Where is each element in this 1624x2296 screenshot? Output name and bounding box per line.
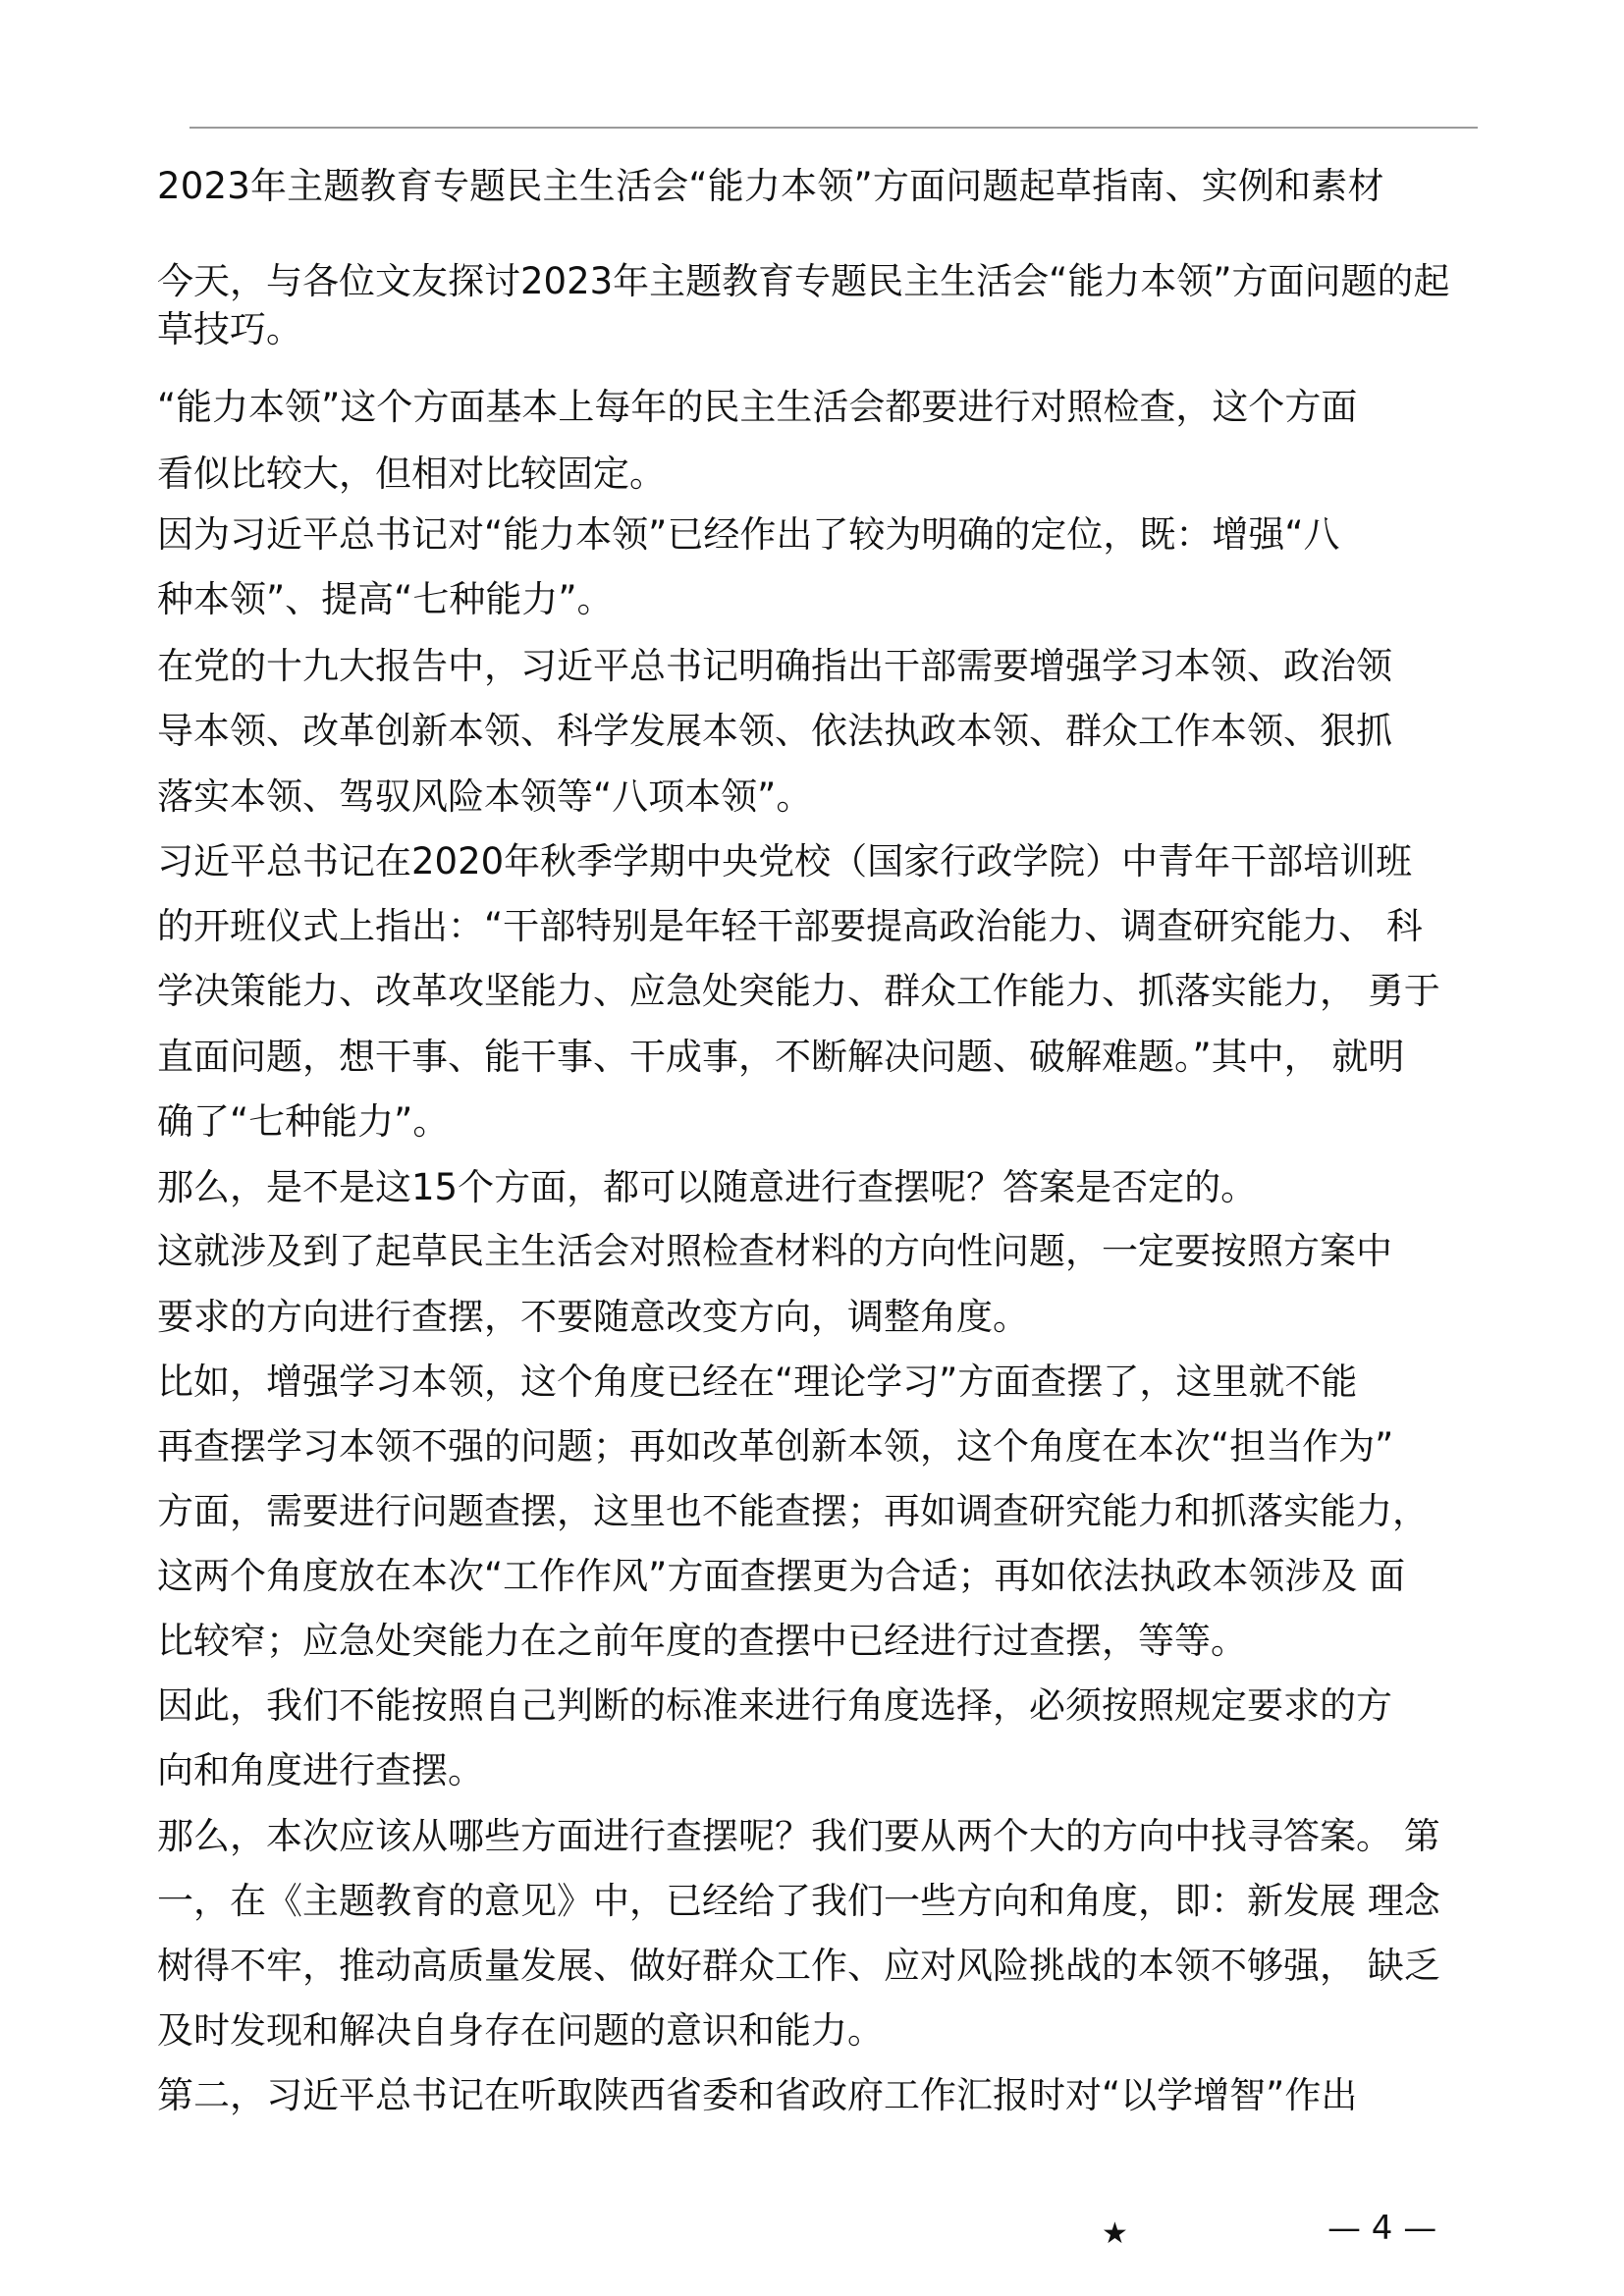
body-line: 方面，需要进行问题查摆，这里也不能查摆；再如调查研究能力和抓落实能力， (157, 1490, 1429, 1532)
body-line: 比较窄；应急处突能力在之前年度的查摆中已经进行过查摆，等等。 (157, 1620, 1247, 1662)
document-title: 2023年主题教育专题民主生活会“能力本领”方面问题起草指南、实例和素材 (157, 165, 1384, 207)
star-icon: ★ (1102, 2216, 1128, 2251)
body-line: 再查摆学习本领不强的问题；再如改革创新本领，这个角度在本次“担当作为” (157, 1425, 1394, 1468)
page-number: — 4 — (1327, 2209, 1437, 2248)
body-line: 在党的十九大报告中，习近平总书记明确指出干部需要增强学习本领、政治领 (157, 645, 1392, 687)
body-line: 今天，与各位文友探讨2023年主题教育专题民主生活会“能力本领”方面问题的起 (157, 260, 1450, 302)
body-line: 习近平总书记在2020年秋季学期中央党校（国家行政学院）中青年干部培训班 (157, 840, 1413, 882)
body-line: 直面问题，想干事、能干事、干成事，不断解决问题、破解难题。”其中， 就明 (157, 1036, 1405, 1078)
body-line: 确了“七种能力”。 (157, 1100, 450, 1143)
body-line: 树得不牢，推动高质量发展、做好群众工作、应对风险挑战的本领不够强， 缺乏 (157, 1945, 1440, 1987)
body-line: 要求的方向进行查摆，不要随意改变方向，调整角度。 (157, 1296, 1029, 1338)
body-line: 因为习近平总书记对“能力本领”已经作出了较为明确的定位，既：增强“八 (157, 513, 1340, 556)
body-line: 草技巧。 (157, 308, 302, 350)
body-line: 落实本领、驾驭风险本领等“八项本领”。 (157, 775, 813, 818)
body-line: 第二，习近平总书记在听取陕西省委和省政府工作汇报时对“以学增智”作出 (157, 2074, 1358, 2116)
body-line: “能力本领”这个方面基本上每年的民主生活会都要进行对照检查，这个方面 (157, 386, 1358, 428)
body-line: 那么，是不是这15个方面，都可以随意进行查摆呢？答案是否定的。 (157, 1166, 1258, 1208)
body-line: 向和角度进行查摆。 (157, 1749, 484, 1791)
header-rule (189, 127, 1478, 129)
body-line: 及时发现和解决自身存在问题的意识和能力。 (157, 2009, 884, 2052)
body-line: 那么，本次应该从哪些方面进行查摆呢？我们要从两个大的方向中找寻答案。 第 (157, 1815, 1440, 1857)
body-line: 学决策能力、改革攻坚能力、应急处突能力、群众工作能力、抓落实能力， 勇于 (157, 970, 1440, 1012)
body-line: 种本领”、提高“七种能力”。 (157, 578, 614, 620)
body-line: 比如，增强学习本领，这个角度已经在“理论学习”方面查摆了，这里就不能 (157, 1361, 1358, 1403)
body-line: 这两个角度放在本次“工作作风”方面查摆更为合适；再如依法执政本领涉及 面 (157, 1555, 1406, 1597)
body-line: 这就涉及到了起草民主生活会对照检查材料的方向性问题，一定要按照方案中 (157, 1230, 1392, 1272)
body-line: 看似比较大，但相对比较固定。 (157, 453, 666, 495)
body-line: 因此，我们不能按照自己判断的标准来进行角度选择，必须按照规定要求的方 (157, 1684, 1392, 1727)
body-line: 一，在《主题教育的意见》中，已经给了我们一些方向和角度，即：新发展 理念 (157, 1880, 1440, 1922)
body-line: 导本领、改革创新本领、科学发展本领、依法执政本领、群众工作本领、狠抓 (157, 710, 1392, 752)
body-line: 的开班仪式上指出：“干部特别是年轻干部要提高政治能力、调查研究能力、 科 (157, 905, 1423, 947)
